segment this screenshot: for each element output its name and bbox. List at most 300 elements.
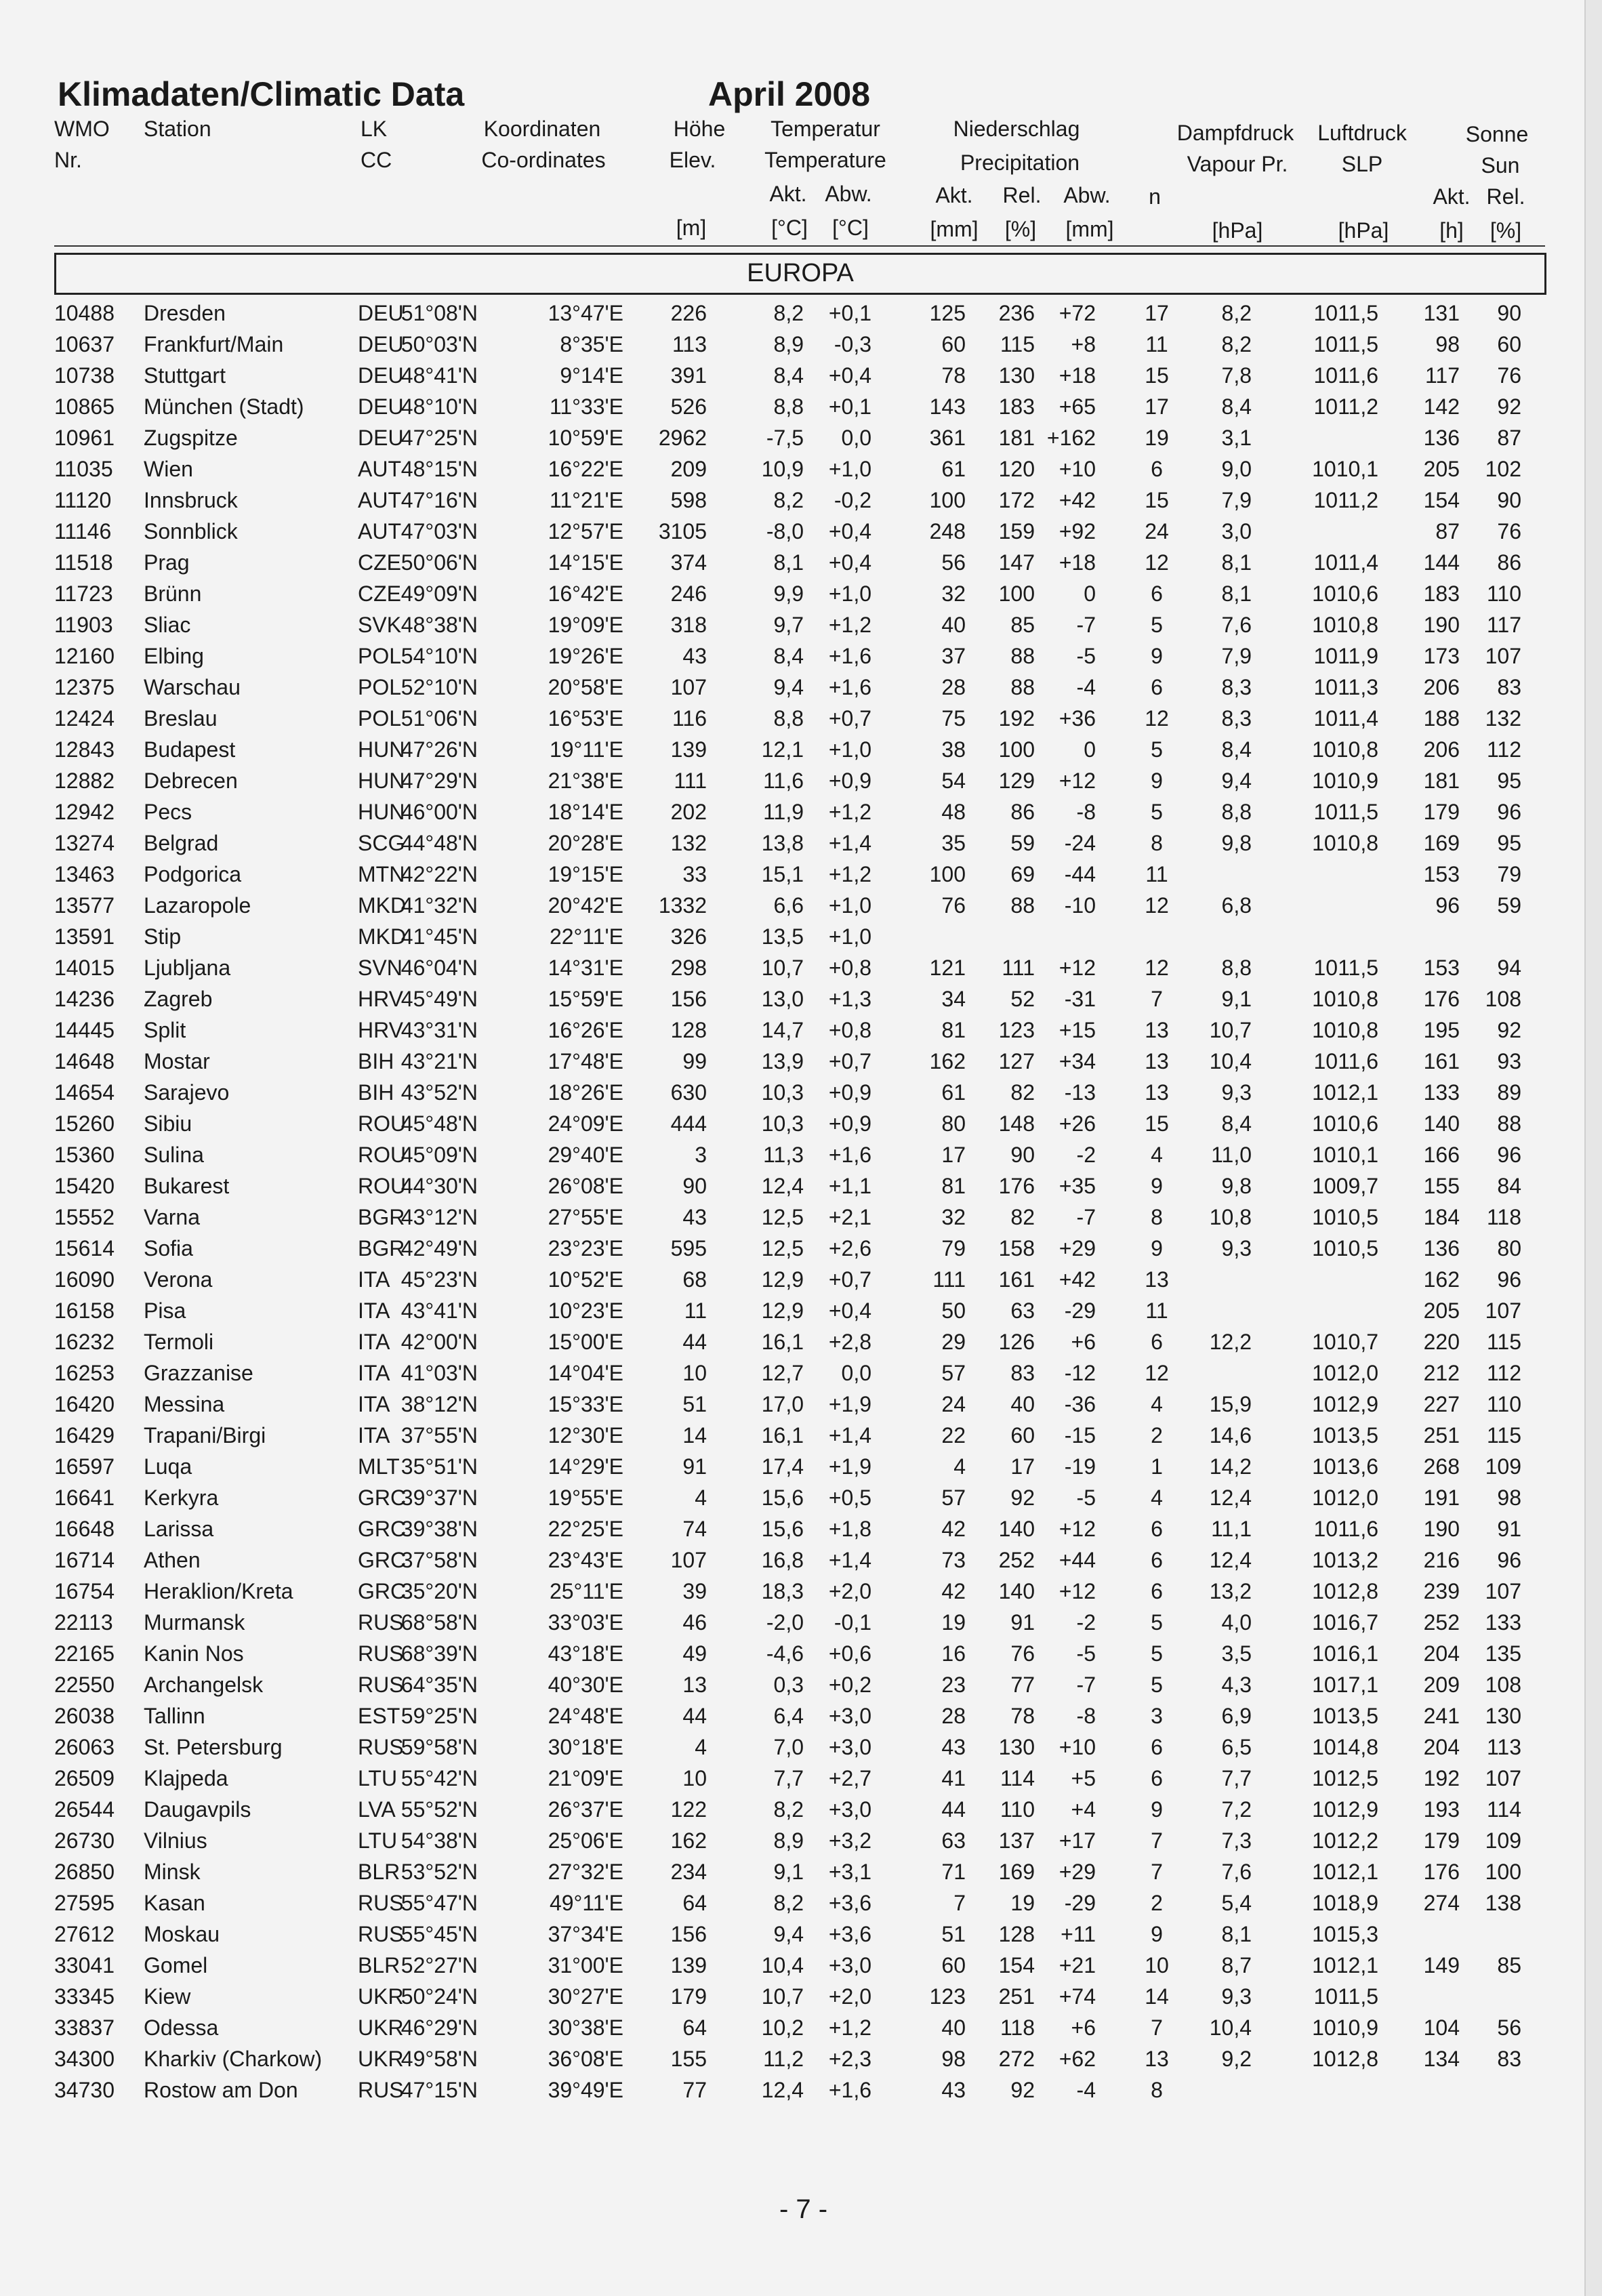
sunshine-relative: 118 — [1486, 1205, 1521, 1229]
temp-deviation: +3,6 — [828, 1891, 871, 1915]
precip-deviation: -15 — [1064, 1423, 1096, 1448]
longitude: 19°55'E — [548, 1485, 623, 1510]
precip-relative: 110 — [1000, 1797, 1035, 1822]
precip-deviation: -4 — [1076, 2078, 1096, 2102]
temp-deviation: +0,9 — [828, 1111, 871, 1136]
table-row — [0, 1888, 1586, 1919]
precip-actual: 76 — [941, 893, 966, 918]
precip-days: 5 — [1151, 1673, 1163, 1697]
station-name: Pisa — [144, 1298, 186, 1323]
country-code: RUS — [358, 1891, 404, 1915]
latitude: 55°45'N — [400, 1922, 478, 1946]
latitude: 41°45'N — [400, 924, 478, 949]
table-row — [0, 735, 1586, 766]
precip-actual: 43 — [941, 1735, 966, 1759]
precip-days: 1 — [1151, 1454, 1163, 1479]
country-code: BIH — [358, 1049, 394, 1073]
latitude: 49°58'N — [400, 2047, 478, 2071]
wmo-number: 14236 — [54, 987, 115, 1011]
latitude: 47°16'N — [400, 488, 478, 512]
precip-actual: 28 — [941, 1704, 966, 1728]
temp-deviation: +0,1 — [828, 301, 871, 325]
precip-deviation: +15 — [1059, 1018, 1096, 1042]
wmo-number: 33837 — [54, 2015, 115, 2040]
sunshine-hours: 227 — [1423, 1392, 1460, 1416]
temp-deviation: +1,8 — [828, 1517, 871, 1541]
temp-actual: 11,6 — [763, 768, 804, 793]
sunshine-hours: 204 — [1423, 1735, 1460, 1759]
wmo-number: 16232 — [54, 1330, 115, 1354]
header-hoehe: Höhe — [673, 117, 726, 141]
header-unit-pct: [%] — [1004, 217, 1037, 241]
elevation: 3 — [695, 1143, 707, 1167]
wmo-number: 11146 — [54, 519, 112, 544]
precip-days: 6 — [1151, 1517, 1163, 1541]
table-row — [0, 1483, 1586, 1514]
temp-deviation: +1,9 — [828, 1392, 871, 1416]
header-temp-abw: Abw. — [825, 182, 872, 206]
vapour-pressure: 9,4 — [1221, 768, 1252, 793]
temp-actual: 9,9 — [773, 581, 804, 606]
vapour-pressure: 10,7 — [1209, 1018, 1252, 1042]
wmo-number: 10488 — [54, 301, 115, 325]
temp-deviation: +1,6 — [828, 2078, 871, 2102]
precip-days: 6 — [1151, 1548, 1163, 1572]
station-name: Kharkiv (Charkow) — [144, 2047, 323, 2071]
sunshine-relative: 56 — [1497, 2015, 1521, 2040]
header-unit-mm1: [mm] — [930, 217, 979, 241]
longitude: 12°30'E — [548, 1423, 623, 1448]
sea-level-pressure: 1010,8 — [1312, 831, 1378, 855]
precip-deviation: -4 — [1076, 675, 1096, 699]
longitude: 10°52'E — [548, 1267, 623, 1292]
precip-actual: 40 — [941, 613, 966, 637]
precip-relative: 88 — [1010, 644, 1035, 668]
vapour-pressure: 9,2 — [1221, 2047, 1252, 2071]
elevation: 49 — [682, 1641, 707, 1666]
precip-relative: 118 — [1000, 2015, 1035, 2040]
station-name: Wien — [144, 457, 193, 481]
sea-level-pressure: 1010,8 — [1312, 613, 1378, 637]
sea-level-pressure: 1012,0 — [1312, 1485, 1378, 1510]
wmo-number: 15552 — [54, 1205, 115, 1229]
sunshine-hours: 220 — [1423, 1330, 1460, 1354]
elevation: 107 — [670, 675, 707, 699]
table-row — [0, 1919, 1586, 1950]
temp-deviation: -0,3 — [834, 332, 871, 356]
sea-level-pressure: 1010,8 — [1312, 737, 1378, 762]
precip-actual: 61 — [941, 1080, 966, 1105]
precip-days: 9 — [1151, 1797, 1163, 1822]
elevation: 74 — [682, 1517, 707, 1541]
station-name: Archangelsk — [144, 1673, 264, 1697]
precip-deviation: +10 — [1059, 1735, 1096, 1759]
elevation: 209 — [670, 457, 707, 481]
precip-actual: 16 — [941, 1641, 966, 1666]
elevation: 43 — [682, 644, 707, 668]
vapour-pressure: 7,7 — [1221, 1766, 1252, 1790]
precip-actual: 35 — [941, 831, 966, 855]
temp-deviation: +0,4 — [828, 1298, 871, 1323]
precip-deviation: +44 — [1059, 1548, 1096, 1572]
wmo-number: 11903 — [54, 613, 113, 637]
station-name: Odessa — [144, 2015, 219, 2040]
sunshine-hours: 251 — [1423, 1423, 1460, 1448]
sunshine-hours: 193 — [1423, 1797, 1460, 1822]
table-row — [0, 1046, 1586, 1078]
temp-deviation: +0,9 — [828, 1080, 871, 1105]
temp-deviation: +1,4 — [828, 831, 871, 855]
temp-actual: 10,7 — [761, 956, 804, 980]
longitude: 18°26'E — [548, 1080, 623, 1105]
sunshine-hours: 153 — [1423, 956, 1460, 980]
vapour-pressure: 7,2 — [1221, 1797, 1252, 1822]
precip-days: 15 — [1145, 488, 1169, 512]
latitude: 39°37'N — [400, 1485, 478, 1510]
sunshine-relative: 76 — [1497, 519, 1521, 544]
longitude: 30°18'E — [548, 1735, 623, 1759]
temp-actual: 0,3 — [773, 1673, 804, 1697]
temp-actual: 10,9 — [761, 457, 804, 481]
precip-relative: 82 — [1010, 1205, 1035, 1229]
longitude: 12°57'E — [548, 519, 623, 544]
station-name: Innsbruck — [144, 488, 238, 512]
precip-deviation: +35 — [1059, 1174, 1096, 1198]
country-code: UKR — [358, 1984, 404, 2009]
precip-actual: 50 — [941, 1298, 966, 1323]
station-name: Sliac — [144, 613, 191, 637]
sea-level-pressure: 1012,2 — [1312, 1828, 1378, 1853]
precip-days: 5 — [1151, 1641, 1163, 1666]
elevation: 202 — [670, 800, 707, 824]
precip-relative: 69 — [1010, 862, 1035, 886]
station-name: Minsk — [144, 1860, 201, 1884]
longitude: 13°47'E — [548, 301, 623, 325]
precip-relative: 52 — [1010, 987, 1035, 1011]
table-row — [0, 1701, 1586, 1732]
table-row — [0, 1358, 1586, 1389]
precip-actual: 56 — [941, 550, 966, 575]
station-name: Podgorica — [144, 862, 242, 886]
precip-relative: 140 — [998, 1517, 1035, 1541]
latitude: 46°29'N — [400, 2015, 478, 2040]
vapour-pressure: 8,1 — [1221, 1922, 1252, 1946]
precip-relative: 90 — [1010, 1143, 1035, 1167]
temp-deviation: +3,0 — [828, 1953, 871, 1977]
latitude: 49°09'N — [400, 581, 478, 606]
table-row — [0, 1826, 1586, 1857]
latitude: 41°32'N — [400, 893, 478, 918]
wmo-number: 16641 — [54, 1485, 115, 1510]
precip-days: 14 — [1145, 1984, 1169, 2009]
precip-actual: 57 — [941, 1361, 966, 1385]
precip-actual: 48 — [941, 800, 966, 824]
precip-deviation: -7 — [1076, 1205, 1096, 1229]
table-row — [0, 1670, 1586, 1701]
precip-deviation: -19 — [1064, 1454, 1096, 1479]
sea-level-pressure: 1009,7 — [1312, 1174, 1378, 1198]
longitude: 19°15'E — [548, 862, 623, 886]
precip-days: 4 — [1151, 1143, 1163, 1167]
sunshine-hours: 206 — [1423, 675, 1460, 699]
sunshine-hours: 173 — [1423, 644, 1460, 668]
temp-actual: 10,4 — [761, 1953, 804, 1977]
precip-deviation: +17 — [1059, 1828, 1096, 1853]
temp-deviation: +0,4 — [828, 363, 871, 388]
header-elev: Elev. — [669, 148, 716, 172]
precip-days: 11 — [1145, 332, 1168, 356]
latitude: 47°29'N — [400, 768, 478, 793]
section-europa-box — [54, 253, 1546, 295]
precip-days: 6 — [1151, 1330, 1163, 1354]
sunshine-relative: 76 — [1497, 363, 1521, 388]
longitude: 29°40'E — [548, 1143, 623, 1167]
longitude: 21°09'E — [548, 1766, 623, 1790]
precip-actual: 361 — [929, 426, 966, 450]
precip-days: 8 — [1151, 2078, 1163, 2102]
precip-deviation: +26 — [1059, 1111, 1096, 1136]
temp-actual: 11,2 — [763, 2047, 804, 2071]
precip-deviation: -13 — [1064, 1080, 1096, 1105]
precip-days: 13 — [1145, 2047, 1169, 2071]
precip-relative: 120 — [998, 457, 1035, 481]
vapour-pressure: 8,4 — [1221, 737, 1252, 762]
vapour-pressure: 13,2 — [1209, 1579, 1252, 1603]
precip-relative: 88 — [1010, 893, 1035, 918]
sea-level-pressure: 1014,8 — [1312, 1735, 1378, 1759]
precip-days: 17 — [1145, 394, 1169, 419]
latitude: 43°41'N — [400, 1298, 478, 1323]
elevation: 246 — [670, 581, 707, 606]
temp-actual: -4,6 — [766, 1641, 804, 1666]
elevation: 11 — [684, 1298, 707, 1323]
temp-actual: 18,3 — [761, 1579, 804, 1603]
sunshine-hours: 205 — [1423, 1298, 1460, 1323]
sea-level-pressure: 1012,1 — [1312, 1080, 1378, 1105]
sunshine-relative: 89 — [1497, 1080, 1521, 1105]
table-row — [0, 485, 1586, 516]
country-code: RUS — [358, 1641, 404, 1666]
wmo-number: 12942 — [54, 800, 115, 824]
latitude: 46°04'N — [400, 956, 478, 980]
elevation: 179 — [670, 1984, 707, 2009]
wmo-number: 11035 — [54, 457, 113, 481]
temp-actual: 15,6 — [761, 1517, 804, 1541]
temp-deviation: +0,6 — [828, 1641, 871, 1666]
station-name: Klajpeda — [144, 1766, 228, 1790]
sunshine-relative: 83 — [1497, 675, 1521, 699]
sunshine-relative: 107 — [1485, 1766, 1521, 1790]
header-unit-h: [h] — [1439, 218, 1464, 243]
vapour-pressure: 11,1 — [1211, 1517, 1252, 1541]
precip-days: 6 — [1151, 1766, 1163, 1790]
precip-relative: 130 — [998, 363, 1035, 388]
temp-actual: 8,2 — [773, 1891, 804, 1915]
country-code: DEU — [358, 426, 404, 450]
precip-days: 3 — [1151, 1704, 1163, 1728]
latitude: 47°03'N — [400, 519, 478, 544]
table-row — [0, 1202, 1586, 1233]
sunshine-relative: 86 — [1497, 550, 1521, 575]
station-name: Sulina — [144, 1143, 204, 1167]
header-unit-hpa1: [hPa] — [1212, 218, 1263, 243]
station-name: Rostow am Don — [144, 2078, 298, 2102]
precip-days: 2 — [1151, 1423, 1163, 1448]
sunshine-relative: 109 — [1485, 1828, 1521, 1853]
sunshine-hours: 117 — [1424, 363, 1460, 388]
temp-actual: 6,6 — [773, 893, 804, 918]
header-unit-pct2: [%] — [1490, 218, 1522, 243]
latitude: 64°35'N — [400, 1673, 478, 1697]
country-code: CZE — [358, 581, 401, 606]
sunshine-hours: 169 — [1423, 831, 1460, 855]
station-name: Grazzanise — [144, 1361, 253, 1385]
elevation: 90 — [682, 1174, 707, 1198]
precip-days: 8 — [1151, 831, 1163, 855]
precip-deviation: +12 — [1059, 768, 1096, 793]
sea-level-pressure: 1012,1 — [1312, 1860, 1378, 1884]
table-row — [0, 454, 1586, 485]
longitude: 10°59'E — [548, 426, 623, 450]
precip-relative: 147 — [998, 550, 1035, 575]
wmo-number: 13577 — [54, 893, 115, 918]
wmo-number: 14015 — [54, 956, 115, 980]
precip-days: 2 — [1151, 1891, 1163, 1915]
longitude: 20°28'E — [548, 831, 623, 855]
station-name: Murmansk — [144, 1610, 245, 1635]
station-name: Termoli — [144, 1330, 214, 1354]
vapour-pressure: 8,8 — [1221, 956, 1252, 980]
temp-actual: 8,2 — [773, 1797, 804, 1822]
precip-actual: 37 — [941, 644, 966, 668]
country-code: DEU — [358, 332, 404, 356]
temp-actual: 8,9 — [773, 332, 804, 356]
precip-relative: 158 — [998, 1236, 1035, 1260]
country-code: RUS — [358, 1922, 404, 1946]
temp-actual: 9,4 — [773, 1922, 804, 1946]
elevation: 43 — [682, 1205, 707, 1229]
precip-days: 6 — [1151, 1579, 1163, 1603]
precip-actual: 51 — [941, 1922, 966, 1946]
longitude: 11°21'E — [549, 488, 623, 512]
longitude: 16°22'E — [548, 457, 623, 481]
elevation: 91 — [682, 1454, 707, 1479]
station-name: Messina — [144, 1392, 225, 1416]
longitude: 14°15'E — [548, 550, 623, 575]
header-precipitation: Precipitation — [960, 150, 1080, 175]
vapour-pressure: 5,4 — [1221, 1891, 1252, 1915]
sunshine-hours: 190 — [1423, 613, 1460, 637]
precip-relative: 91 — [1010, 1610, 1035, 1635]
country-code: HRV — [358, 987, 403, 1011]
temp-actual: 9,4 — [773, 675, 804, 699]
wmo-number: 13463 — [54, 862, 115, 886]
precip-deviation: -44 — [1064, 862, 1096, 886]
header-nr: Nr. — [54, 148, 82, 172]
elevation: 116 — [672, 706, 707, 731]
table-row — [0, 2044, 1586, 2075]
vapour-pressure: 12,4 — [1209, 1485, 1252, 1510]
wmo-number: 33041 — [54, 1953, 115, 1977]
precip-deviation: +162 — [1046, 426, 1096, 450]
wmo-number: 22113 — [54, 1610, 113, 1635]
temp-actual: -2,0 — [766, 1610, 804, 1635]
longitude: 26°37'E — [548, 1797, 623, 1822]
station-name: Kasan — [144, 1891, 205, 1915]
sunshine-hours: 154 — [1423, 488, 1460, 512]
latitude: 37°58'N — [400, 1548, 478, 1572]
precip-actual: 44 — [941, 1797, 966, 1822]
precip-relative: 115 — [1000, 332, 1035, 356]
precip-deviation: +42 — [1059, 488, 1096, 512]
sunshine-relative: 133 — [1485, 1610, 1521, 1635]
precip-deviation: +4 — [1071, 1797, 1096, 1822]
vapour-pressure: 8,4 — [1221, 1111, 1252, 1136]
vapour-pressure: 9,1 — [1221, 987, 1252, 1011]
table-row — [0, 329, 1586, 361]
table-row — [0, 828, 1586, 859]
table-row — [0, 766, 1586, 797]
precip-relative: 86 — [1010, 800, 1035, 824]
elevation: 4 — [695, 1485, 707, 1510]
temp-actual: 12,5 — [761, 1205, 804, 1229]
sunshine-hours: 142 — [1423, 394, 1460, 419]
precip-deviation: +10 — [1059, 457, 1096, 481]
sunshine-relative: 113 — [1486, 1735, 1521, 1759]
wmo-number: 12882 — [54, 768, 115, 793]
station-name: Sarajevo — [144, 1080, 230, 1105]
temp-actual: 11,3 — [763, 1143, 804, 1167]
wmo-number: 10637 — [54, 332, 115, 356]
precip-days: 19 — [1145, 426, 1169, 450]
latitude: 50°03'N — [400, 332, 478, 356]
latitude: 39°38'N — [400, 1517, 478, 1541]
vapour-pressure: 7,6 — [1221, 613, 1252, 637]
precip-days: 9 — [1151, 1174, 1163, 1198]
elevation: 3105 — [658, 519, 707, 544]
longitude: 15°00'E — [548, 1330, 623, 1354]
wmo-number: 16429 — [54, 1423, 115, 1448]
precip-deviation: 0 — [1084, 737, 1096, 762]
wmo-number: 14654 — [54, 1080, 115, 1105]
sea-level-pressure: 1010,5 — [1312, 1236, 1378, 1260]
temp-deviation: +1,2 — [828, 613, 871, 637]
sunshine-hours: 183 — [1423, 581, 1460, 606]
sea-level-pressure: 1012,1 — [1312, 1953, 1378, 1977]
vapour-pressure: 8,4 — [1221, 394, 1252, 419]
sea-level-pressure: 1011,5 — [1313, 301, 1378, 325]
sunshine-hours: 190 — [1423, 1517, 1460, 1541]
temp-actual: 13,8 — [761, 831, 804, 855]
sunshine-relative: 95 — [1497, 831, 1521, 855]
page-number: - 7 - — [779, 2194, 828, 2224]
precip-deviation: -7 — [1076, 1673, 1096, 1697]
sunshine-hours: 188 — [1423, 706, 1460, 731]
vapour-pressure: 7,3 — [1221, 1828, 1252, 1853]
sea-level-pressure: 1010,9 — [1312, 2015, 1378, 2040]
vapour-pressure: 14,6 — [1209, 1423, 1252, 1448]
precip-days: 7 — [1151, 987, 1163, 1011]
latitude: 50°24'N — [400, 1984, 478, 2009]
latitude: 43°12'N — [400, 1205, 478, 1229]
station-name: Tallinn — [144, 1704, 205, 1728]
latitude: 50°06'N — [400, 550, 478, 575]
precip-actual: 38 — [941, 737, 966, 762]
elevation: 630 — [670, 1080, 707, 1105]
sunshine-hours: 191 — [1423, 1485, 1460, 1510]
temp-deviation: +1,2 — [828, 862, 871, 886]
longitude: 19°09'E — [548, 613, 623, 637]
